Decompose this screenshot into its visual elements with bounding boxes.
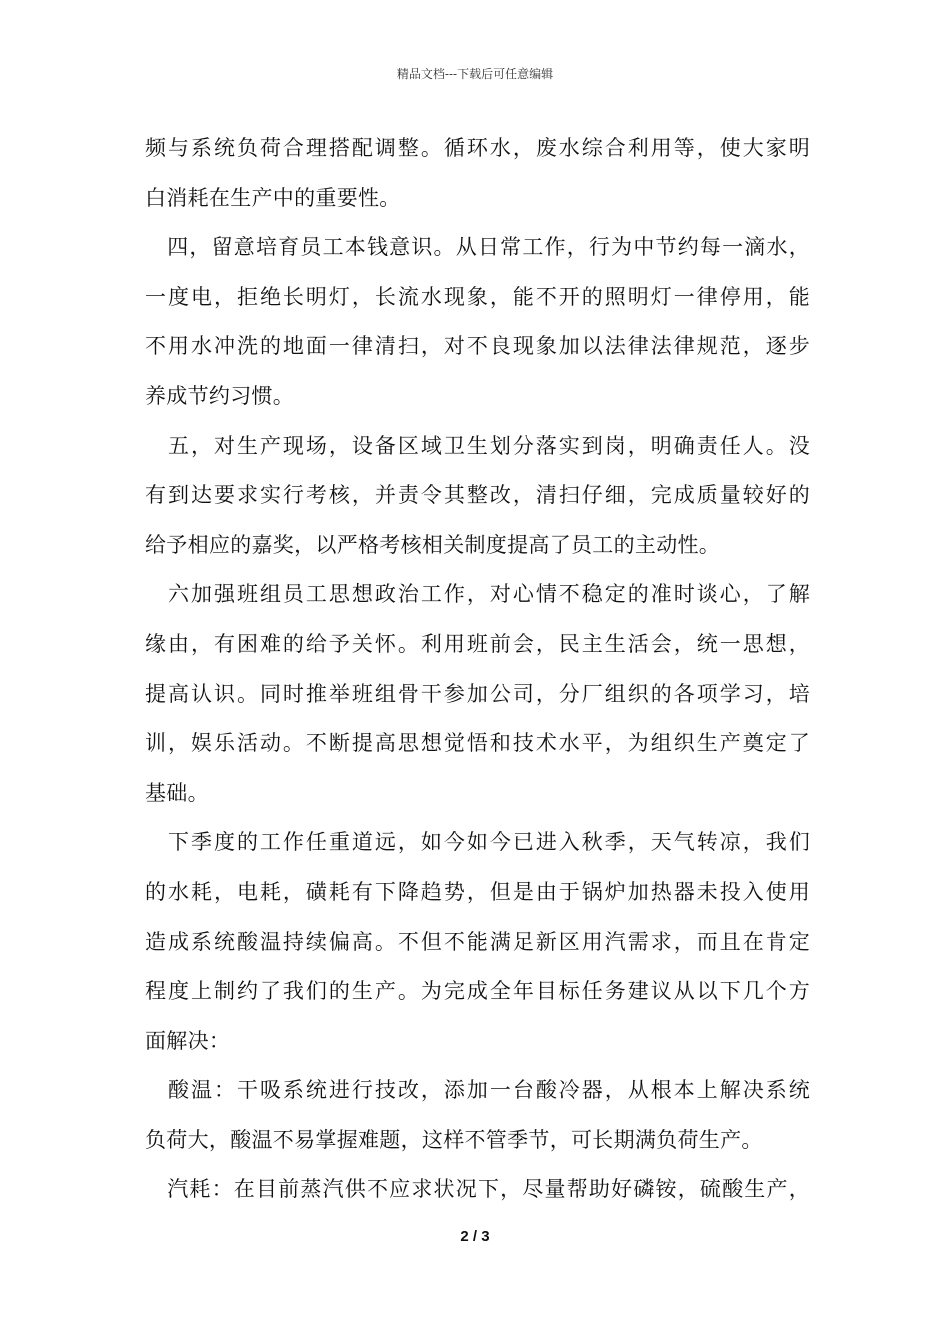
- text-line: 汽耗：在目前蒸汽供不应求状况下，尽量帮助好磷铵，硫酸生产，: [145, 1177, 810, 1202]
- text-line: 提高认识。同时推举班组骨干参加公司，分厂组织的各项学习，培: [145, 681, 810, 706]
- text-line: 缘由，有困难的给予关怀。利用班前会，民主生活会，统一思想，: [145, 631, 810, 656]
- text-line: 六加强班组员工思想政治工作，对心情不稳定的准时谈心，了解: [145, 582, 810, 607]
- text-line: 面解决：: [145, 1028, 231, 1053]
- text-line: 的水耗，电耗，磺耗有下降趋势，但是由于锅炉加热器未投入使用: [145, 879, 810, 904]
- text-line: 养成节约习惯。: [145, 383, 295, 408]
- text-line: 不用水冲洗的地面一律清扫，对不良现象加以法律法律规范，逐步: [145, 334, 810, 359]
- page-number: 2 / 3: [460, 1228, 490, 1245]
- text-line: 四，留意培育员工本钱意识。从日常工作，行为中节约每一滴水，: [145, 235, 810, 260]
- text-line: 频与系统负荷合理搭配调整。循环水，废水综合利用等，使大家明: [145, 136, 810, 160]
- text-line: 下季度的工作任重道远，如今如今已进入秋季，天气转凉，我们: [145, 830, 810, 855]
- text-line: 五，对生产现场，设备区域卫生划分落实到岗，明确责任人。没: [145, 433, 810, 458]
- text-line: 负荷大，酸温不易掌握难题，这样不管季节，可长期满负荷生产。: [145, 1127, 763, 1152]
- text-line: 基础。: [145, 780, 209, 805]
- text-line: 程度上制约了我们的生产。为完成全年目标任务建议从以下几个方: [145, 979, 810, 1004]
- text-line: 造成系统酸温持续偏高。不但不能满足新区用汽需求，而且在肯定: [145, 929, 810, 954]
- text-line: 给予相应的嘉奖，以严格考核相关制度提高了员工的主动性。: [145, 532, 721, 557]
- document-body: [145, 124, 810, 1215]
- text-line: 训，娱乐活动。不断提高思想觉悟和技术水平，为组织生产奠定了: [145, 731, 810, 756]
- text-line: 一度电，拒绝长明灯，长流水现象，能不开的照明灯一律停用，能: [145, 284, 810, 309]
- text-line: 白消耗在生产中的重要性。: [145, 185, 401, 210]
- page-header: 精品文档---下载后可任意编辑: [396, 67, 554, 81]
- text-line: 酸温：干吸系统进行技改，添加一台酸冷器，从根本上解决系统: [145, 1078, 810, 1103]
- text-line: 有到达要求实行考核，并责令其整改，清扫仔细，完成质量较好的: [145, 483, 810, 508]
